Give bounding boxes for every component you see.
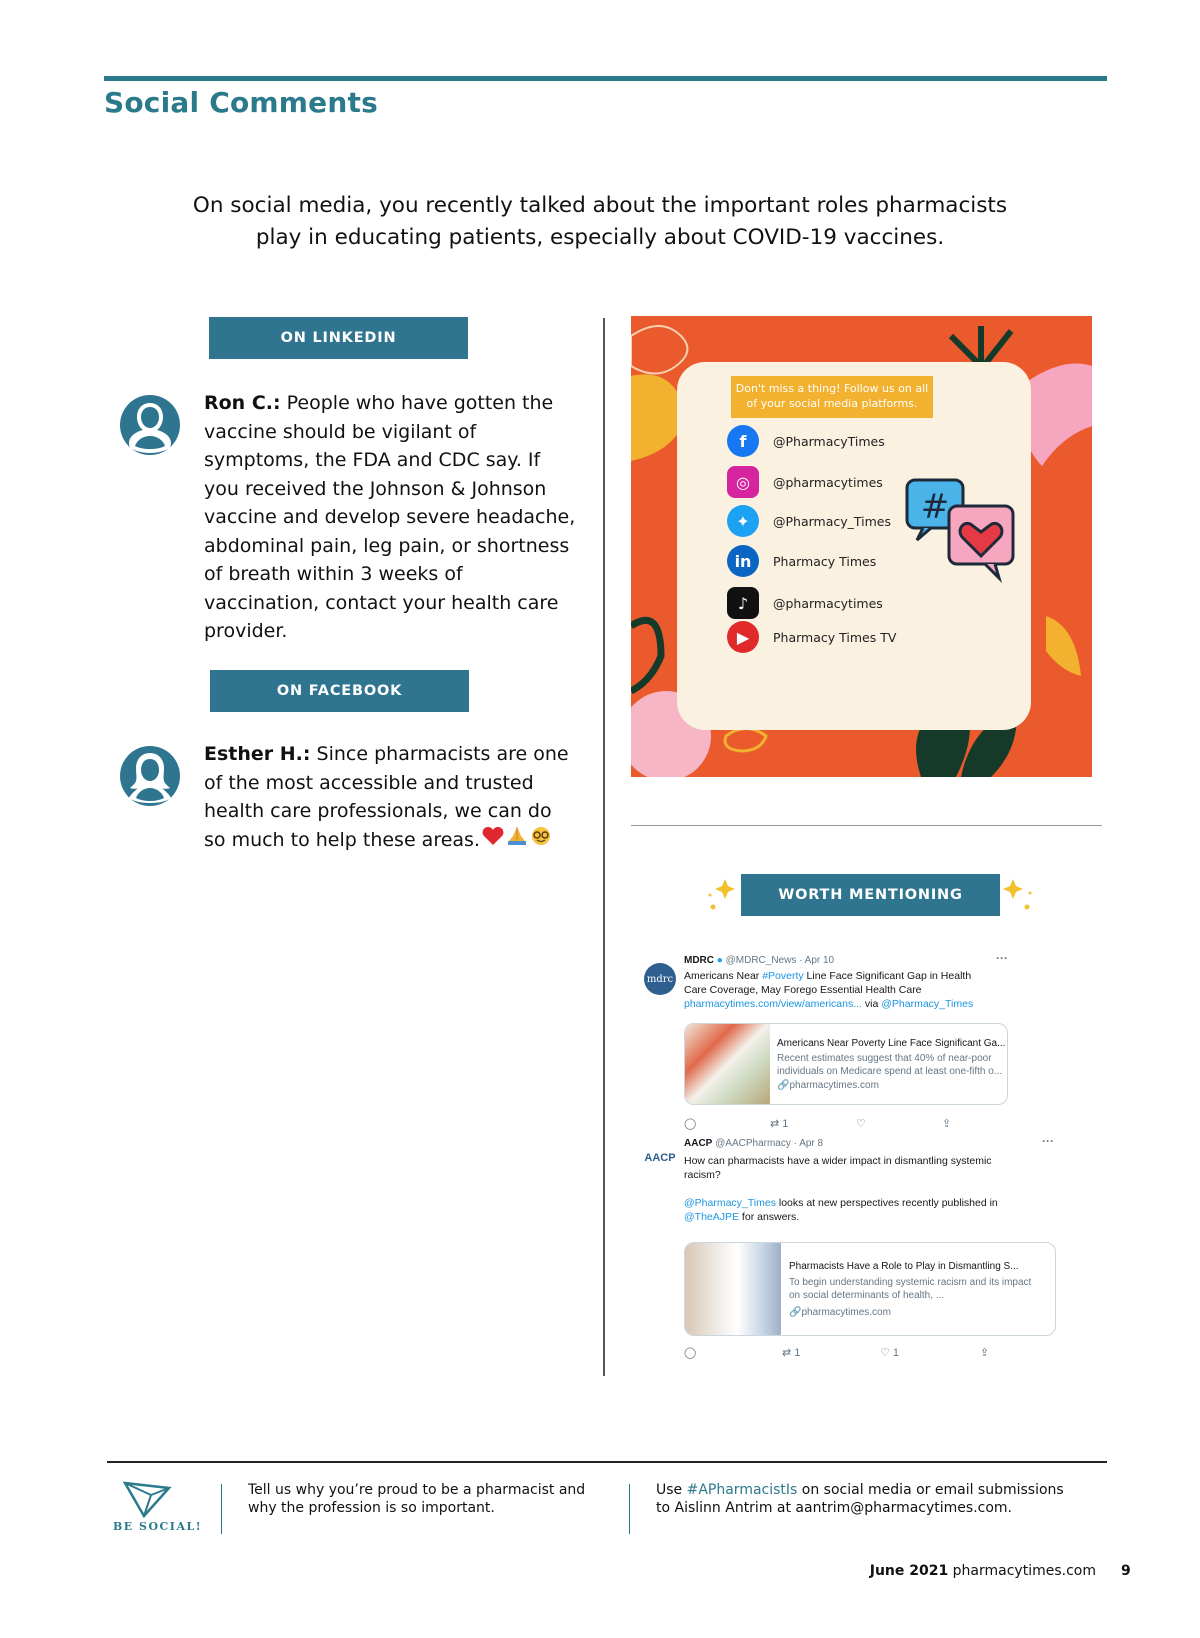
- footer-right-text: [656, 1481, 1076, 1517]
- social-handle-row: [727, 586, 883, 620]
- tweet-text: How can pharmacists have a wider impact in dismantling systemic racism?: [684, 1155, 992, 1181]
- link-card-description: Recent estimates suggest that 40% of near-poor individuals on Medicare spend at least one-fifth o...: [777, 1053, 1003, 1077]
- retweet-count: 1: [794, 1347, 801, 1359]
- social-handle-text: @PharmacyTimes: [773, 433, 885, 449]
- intro-text: On social media, you recently talked about the important roles pharmacists play in educating patients, especially about COVID-19 vaccines.: [192, 193, 1008, 250]
- pills-thumbnail: [685, 1024, 770, 1104]
- link-card-url: [777, 1080, 879, 1091]
- tiktok-icon: ♪: [727, 587, 759, 619]
- tweet-handle: @MDRC_News · Apr 10: [725, 955, 835, 966]
- like-button[interactable]: ♡ 1: [880, 1347, 900, 1359]
- twitter-icon: ✦: [727, 505, 759, 537]
- aacp-avatar: AACP: [644, 1152, 676, 1164]
- like-count: 1: [892, 1347, 900, 1359]
- footer-text: on social media or email submissions to Aislinn Antrim at aantrim@pharmacytimes.com.: [656, 1482, 1064, 1516]
- be-social-logo: BE SOCIAL!: [113, 1520, 203, 1533]
- link-card-url-text: pharmacytimes.com: [789, 1080, 879, 1091]
- mdrc-avatar: mdrc: [644, 963, 676, 995]
- tweet-author: AACP: [684, 1138, 713, 1149]
- mention-link[interactable]: @Pharmacy_Times: [684, 1197, 776, 1209]
- hashtag-heart-bubbles-icon: [903, 476, 1023, 596]
- comment-author: Esther H.:: [204, 743, 311, 765]
- linkedin-label: ON LINKEDIN: [209, 317, 468, 359]
- issue-date: June 2021: [869, 1563, 949, 1579]
- svg-text:#: #: [920, 487, 950, 527]
- tweet-text: looks at new perspectives recently published in: [775, 1197, 998, 1209]
- tweet-text: Line Face Significant Gap in Health Care Coverage, May Forego Essential Health Care: [684, 970, 972, 996]
- footer-divider: [221, 1484, 222, 1534]
- sparkle-icon: [707, 877, 737, 911]
- tweet-aacp: [644, 1134, 1064, 1359]
- social-handle-text: @Pharmacy_Times: [773, 513, 891, 529]
- social-handle-text: @pharmacytimes: [773, 595, 883, 611]
- praying-hands-emoji-icon: [506, 826, 528, 855]
- page-number: 9: [1121, 1563, 1131, 1579]
- avatar-icon: [119, 394, 181, 456]
- link-card-url-text: pharmacytimes.com: [801, 1307, 891, 1318]
- reply-icon[interactable]: ◯: [684, 1347, 697, 1359]
- link-card-description: To begin understanding systemic racism and its impact on social determinants of health, ...: [789, 1277, 1032, 1301]
- footer-rule: [107, 1461, 1107, 1463]
- social-handle-row: [727, 620, 896, 654]
- footer-text: Use: [656, 1482, 687, 1498]
- issue-info: [870, 1563, 1096, 1579]
- footer-left-text: Tell us why you’re proud to be a pharmacist and why the profession is so important.: [248, 1482, 586, 1516]
- comment-text: People who have gotten the vaccine should be vigilant of symptoms, the FDA and CDC say. If you received the Johnson & Johnson vaccine and develop severe headache, abdominal pain, leg pain, or shortness of breath within 3 weeks of vaccination, contact your health care provider.: [204, 392, 576, 642]
- sparkle-icon: [1003, 877, 1033, 911]
- tweet-meta: [684, 1138, 823, 1149]
- social-handle-row: [727, 504, 891, 538]
- top-rule: [104, 76, 1107, 81]
- tweet-body: [684, 1154, 1024, 1224]
- tweet-text: via: [861, 998, 882, 1010]
- social-handle-row: [727, 544, 876, 578]
- retweet-button[interactable]: ⇄ 1: [770, 1118, 789, 1130]
- linkedin-icon: in: [727, 545, 759, 577]
- hashtag-link[interactable]: #Poverty: [762, 970, 804, 982]
- tweet-body: [684, 969, 984, 1011]
- tweet-text: for answers.: [739, 1211, 800, 1223]
- verified-badge-icon: ●: [716, 955, 723, 966]
- share-icon[interactable]: ⇪: [942, 1118, 952, 1130]
- section-divider: [631, 825, 1102, 826]
- youtube-icon: ▶: [727, 621, 759, 653]
- worth-mentioning-label: WORTH MENTIONING: [741, 874, 1000, 916]
- link-card-title: Pharmacists Have a Role to Play in Dismantling S...: [789, 1261, 1019, 1272]
- social-handle-row: [727, 465, 883, 499]
- comment-author: Ron C.:: [204, 392, 281, 414]
- tweet-url-link[interactable]: pharmacytimes.com/view/americans...: [684, 998, 862, 1010]
- share-icon[interactable]: ⇪: [980, 1347, 990, 1359]
- pharmacist-thumbnail: [685, 1243, 781, 1335]
- avatar-icon: [119, 745, 181, 807]
- linkedin-comment: [204, 389, 576, 646]
- tweet-actions: [684, 1117, 984, 1131]
- social-media-card: [631, 316, 1092, 777]
- facebook-label: ON FACEBOOK: [210, 670, 469, 712]
- retweet-count: 1: [782, 1118, 789, 1130]
- tweet-meta: [684, 955, 834, 966]
- like-icon[interactable]: ♡: [856, 1118, 866, 1130]
- tweet-handle: @AACPharmacy · Apr 8: [715, 1138, 824, 1149]
- footer-divider: [629, 1484, 630, 1534]
- tweet-text: Americans Near: [684, 970, 763, 982]
- page-title: Social Comments: [104, 86, 378, 119]
- heart-emoji-icon: [482, 826, 504, 855]
- retweet-button[interactable]: ⇄ 1: [782, 1347, 801, 1359]
- link-icon: 🔗: [777, 1080, 790, 1091]
- link-card-url: [789, 1307, 891, 1318]
- mention-link[interactable]: @TheAJPE: [684, 1211, 740, 1223]
- link-icon: 🔗: [789, 1307, 802, 1318]
- more-options-icon[interactable]: ···: [996, 951, 1008, 965]
- site-name: pharmacytimes.com: [948, 1563, 1096, 1579]
- link-preview-card[interactable]: [684, 1242, 1056, 1336]
- social-handle-text: @pharmacytimes: [773, 474, 883, 490]
- facebook-icon: f: [727, 425, 759, 457]
- facebook-comment: [204, 740, 576, 854]
- link-card-title: Americans Near Poverty Line Face Significant Ga...: [777, 1038, 1006, 1049]
- social-handle-text: Pharmacy Times: [773, 553, 877, 569]
- column-divider: [603, 318, 605, 1376]
- tweet-author: MDRC: [684, 955, 714, 966]
- tweet-mdrc: [644, 951, 1024, 1135]
- mention-link[interactable]: @Pharmacy_Times: [881, 998, 974, 1010]
- hashtag-link[interactable]: #APharmacistIs: [686, 1482, 798, 1498]
- nerd-face-emoji-icon: [530, 826, 552, 855]
- social-handle-text: Pharmacy Times TV: [773, 629, 897, 645]
- social-handle-row: [727, 424, 885, 458]
- comment-text: Since pharmacists are one of the most accessible and trusted health care professionals, we can do so much to help these areas.: [204, 743, 569, 851]
- reply-icon[interactable]: ◯: [684, 1118, 697, 1130]
- tweet-actions: [684, 1346, 1004, 1360]
- follow-banner: Don't miss a thing! Follow us on all of your social media platforms.: [731, 376, 933, 418]
- instagram-icon: ◎: [727, 466, 759, 498]
- more-options-icon[interactable]: ···: [1042, 1134, 1054, 1148]
- link-preview-card[interactable]: [684, 1023, 1008, 1105]
